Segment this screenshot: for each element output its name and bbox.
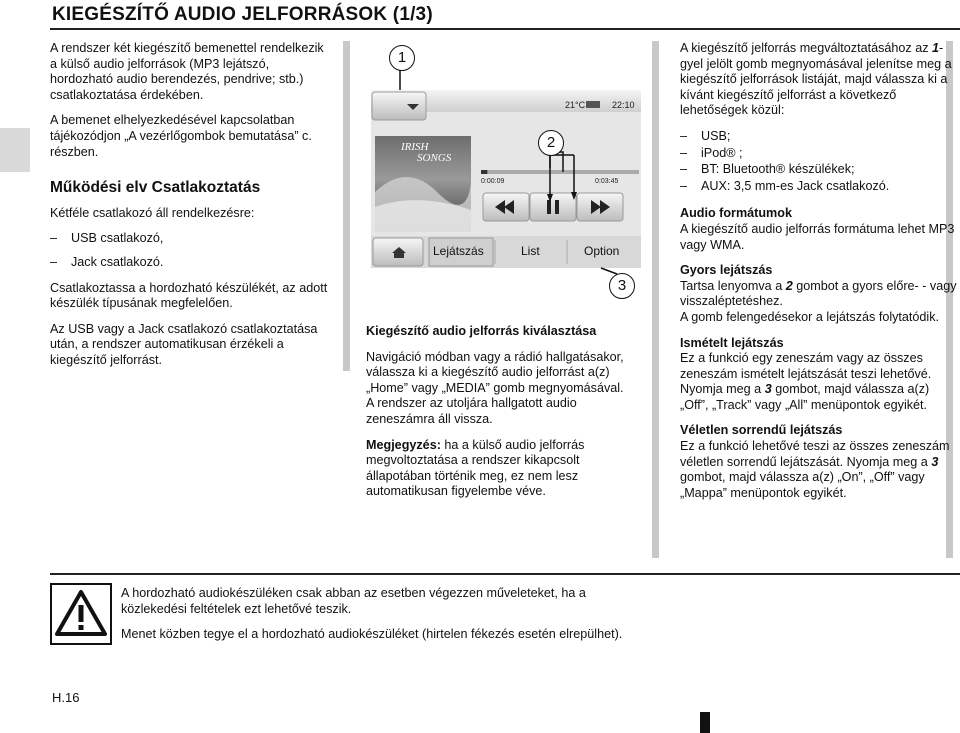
section-heading-connection: Működési elv Csatlakoztatás xyxy=(50,179,261,197)
random-text-c: gombot, majd válassza a(z) „On”, „Off” vagy „Mappa” menüpontok egyikét. xyxy=(680,470,925,500)
repeat-ref-3: 3 xyxy=(764,382,772,397)
column-divider-left xyxy=(343,41,350,371)
progress-track xyxy=(481,170,639,174)
tab-list-label: List xyxy=(521,244,540,258)
section-heading-formats: Audio formátumok xyxy=(680,206,792,221)
source-list xyxy=(680,129,960,194)
column-right xyxy=(680,41,960,511)
corner-mark xyxy=(700,712,710,733)
note-paragraph xyxy=(366,438,639,500)
signal-icon xyxy=(586,101,600,108)
fast-play-paragraph-1 xyxy=(680,279,960,310)
clock-readout: 22:10 xyxy=(612,100,635,110)
resume-paragraph: A rendszer az utoljára hallgatott audio zeneszámra áll vissza. xyxy=(366,396,577,426)
connector-types-intro: Kétféle csatlakozó áll rendelkezésre: xyxy=(50,205,255,220)
random-text-a: Ez a funkció lehetővé teszi az összes zeneszám véletlen sorrendű lejátszását. Nyomja meg a xyxy=(680,439,950,469)
section-heading-random: Véletlen sorrendű lejátszás xyxy=(680,423,843,438)
column-left xyxy=(50,41,333,379)
select-source-paragraph: Navigáció módban vagy a rádió hallgatásakor, válassza ki a kiegészítő audio jelforrást a(z) „Home” vagy „MEDIA” gomb megnyomásával. xyxy=(366,349,624,395)
warning-icon xyxy=(50,583,112,645)
callout-1: 1 xyxy=(389,45,415,71)
source-item-aux: – AUX: 3,5 mm-es Jack csatlakozó. xyxy=(680,179,960,195)
fast-play-ref-2: 2 xyxy=(785,278,793,293)
connect-paragraph: Csatlakoztassa a hordozható készülékét, az adott készülék típusának megfelelően. xyxy=(50,280,328,311)
total-time: 0:03:45 xyxy=(595,178,619,185)
random-ref-3: 3 xyxy=(931,454,939,469)
tab-option-label: Option xyxy=(584,244,620,258)
pause-button xyxy=(530,193,576,221)
page-title: KIEGÉSZÍTŐ AUDIO JELFORRÁSOK (1/3) xyxy=(52,4,433,25)
source-item-usb: – USB; xyxy=(680,129,960,145)
note-label: Megjegyzés: xyxy=(366,437,441,452)
elapsed-time: 0:00:09 xyxy=(481,178,505,185)
temperature-readout: 21°C xyxy=(565,100,586,110)
callout-2: 2 xyxy=(538,130,564,156)
change-source-paragraph xyxy=(680,41,960,119)
warning-paragraph-1: A hordozható audiokészüléken csak abban az esetben végezzen műveleteket, ha a közlekedési feltételek ezt lehetővé teszik. xyxy=(121,586,586,616)
change-source-text-a: A kiegészítő jelforrás megváltoztatásához az xyxy=(680,41,933,55)
album-title-line1: IRISH xyxy=(401,141,429,153)
warning-text xyxy=(121,586,641,653)
chapter-tab xyxy=(0,128,30,172)
connector-type-usb: – USB csatlakozó, xyxy=(50,231,333,247)
section-heading-select-source: Kiegészítő audio jelforrás kiválasztása xyxy=(366,324,597,338)
change-source-ref-1: 1 xyxy=(932,41,940,55)
intro-paragraph-1: A rendszer két kiegészítő bemenettel rendelkezik a külső audio jelforrások (MP3 lejátszó, hordozható audio berendezés, pendrive; stb.) csatlakoztatása érdekében. xyxy=(50,41,324,102)
repeat-paragraph-2 xyxy=(680,382,960,413)
section-heading-fast-play: Gyors lejátszás xyxy=(680,263,773,278)
warning-box xyxy=(50,573,960,668)
formats-paragraph: A kiegészítő audio jelforrás formátuma lehet MP3 vagy WMA. xyxy=(680,221,955,252)
repeat-paragraph-1: Ez a funkció egy zeneszám vagy az összes zeneszám ismételt lejátszását teszi lehetővé. xyxy=(680,351,932,381)
column-divider-middle xyxy=(652,41,659,558)
repeat-text-a: Nyomja meg a xyxy=(680,382,765,397)
section-heading-repeat: Ismételt lejátszás xyxy=(680,335,784,350)
column-middle xyxy=(366,324,639,510)
auto-detect-paragraph: Az USB vagy a Jack csatlakozó csatlakoztatása után, a rendszer automatikusan érzékeli a kiegészítő jelforrást. xyxy=(50,321,318,367)
progress-fill xyxy=(481,170,487,174)
page-number: H.16 xyxy=(52,690,80,705)
source-dropdown-button[interactable] xyxy=(372,92,426,120)
media-screen-illustration xyxy=(367,42,642,314)
source-item-bt: – BT: Bluetooth® készülékek; xyxy=(680,162,960,178)
change-source-text-c: -gyel jelölt gomb megnyomásával jelenítse meg a kiegészítő jelforrások listáját, majd válassza ki a kívánt kiegészítő jelforrást a következő lehetőségek közül: xyxy=(680,41,952,118)
note-text: ha a külső audio jelforrás megvoltoztatása a rendszer kikapcsolt állapotában történik meg, ez nem lesz automatikusan figyelembe véve. xyxy=(366,437,585,499)
intro-paragraph-2: A bemenet elhelyezkedésével kapcsolatban tájékozódjon „A vezérlőgombok bemutatása” c. részben. xyxy=(50,113,312,159)
album-title-line2: SONGS xyxy=(417,152,452,164)
warning-paragraph-2: Menet közben tegye el a hordozható audiokészüléket (hirtelen fékezés esetén elrepülhet). xyxy=(121,627,623,642)
title-rule xyxy=(50,28,960,30)
fast-play-text-a: Tartsa lenyomva a xyxy=(680,278,786,293)
repeat-text-c: gombot, majd válassza a(z) „Off”, „Track” vagy „All” menüpontok egyikét. xyxy=(680,382,930,412)
callout-3: 3 xyxy=(609,273,635,299)
random-paragraph xyxy=(680,439,960,501)
fast-play-text-c: gombot a gyors előre- - vagy visszaléptetéshez. xyxy=(680,278,957,309)
tab-lejatszas-label: Lejátszás xyxy=(433,244,484,258)
fast-play-paragraph-2: A gomb felengedésekor a lejátszás folytatódik. xyxy=(680,309,940,324)
media-screen-svg xyxy=(367,42,642,314)
connector-type-jack: – Jack csatlakozó. xyxy=(50,255,333,271)
source-item-ipod: – iPod® ; xyxy=(680,146,960,162)
